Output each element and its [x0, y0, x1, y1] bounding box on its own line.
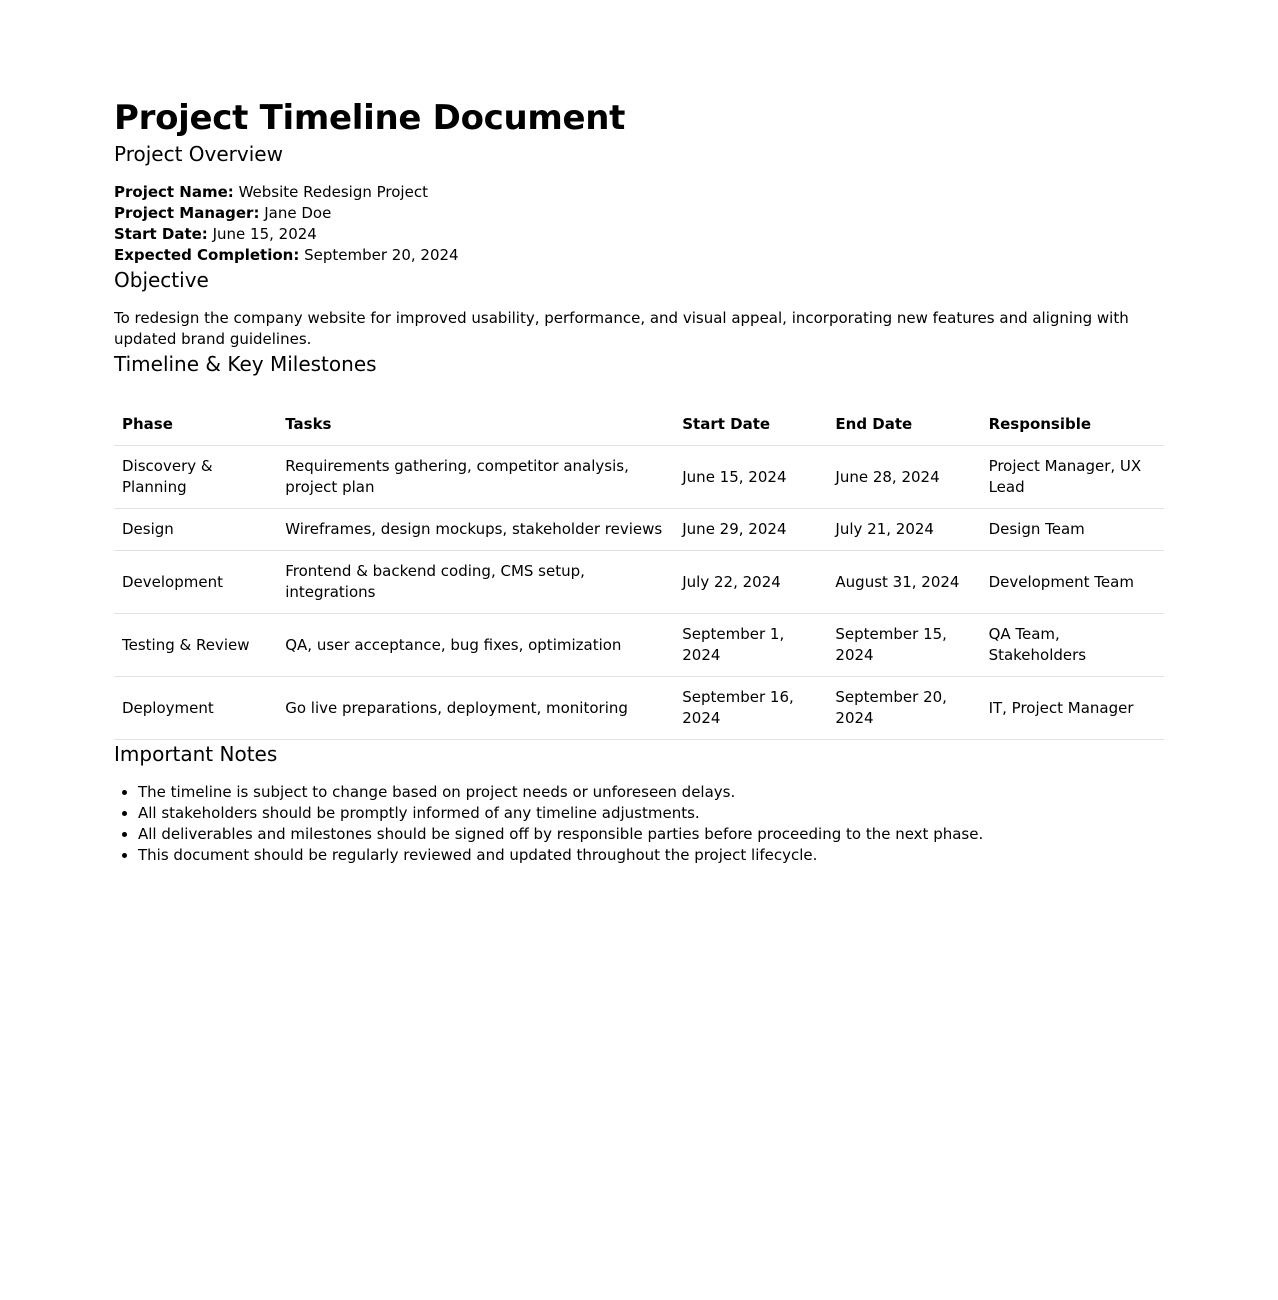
cell-start-date: June 29, 2024: [674, 509, 827, 551]
column-header-end-date: End Date: [827, 402, 980, 446]
overview-item-project-manager: [114, 203, 1164, 224]
cell-start-date: June 15, 2024: [674, 446, 827, 509]
cell-end-date: September 15, 2024: [827, 614, 980, 677]
list-item: • The timeline is subject to change based on project needs or unforeseen delays.: [138, 782, 1164, 803]
column-header-phase: Phase: [114, 402, 277, 446]
cell-end-date: August 31, 2024: [827, 551, 980, 614]
overview-label: Project Name:: [114, 183, 234, 201]
overview-value: June 15, 2024: [212, 225, 317, 243]
overview-value: September 20, 2024: [304, 246, 459, 264]
cell-responsible: Development Team: [981, 551, 1164, 614]
cell-end-date: June 28, 2024: [827, 446, 980, 509]
overview-item-project-name: [114, 182, 1164, 203]
cell-phase: Testing & Review: [114, 614, 277, 677]
objective-heading: Objective: [114, 268, 209, 292]
page-title: Project Timeline Document: [114, 98, 626, 138]
column-header-responsible: Responsible: [981, 402, 1164, 446]
list-item: • All deliverables and milestones should be signed off by responsible parties before proceeding to the next phase.: [138, 824, 1164, 845]
cell-start-date: July 22, 2024: [674, 551, 827, 614]
cell-tasks: Go live preparations, deployment, monitoring: [277, 677, 674, 740]
list-item: • This document should be regularly reviewed and updated throughout the project lifecycle.: [138, 845, 1164, 866]
cell-tasks: Frontend & backend coding, CMS setup, integrations: [277, 551, 674, 614]
table-row: [114, 677, 1164, 740]
cell-tasks: Wireframes, design mockups, stakeholder reviews: [277, 509, 674, 551]
cell-phase: Development: [114, 551, 277, 614]
timeline-table: [114, 402, 1164, 740]
cell-responsible: QA Team, Stakeholders: [981, 614, 1164, 677]
overview-list: [114, 182, 1164, 266]
column-header-tasks: Tasks: [277, 402, 674, 446]
overview-label: Expected Completion:: [114, 246, 300, 264]
overview-label: Start Date:: [114, 225, 208, 243]
column-header-start-date: Start Date: [674, 402, 827, 446]
timeline-heading: Timeline & Key Milestones: [114, 352, 377, 376]
cell-start-date: September 16, 2024: [674, 677, 827, 740]
cell-tasks: QA, user acceptance, bug fixes, optimization: [277, 614, 674, 677]
cell-start-date: September 1, 2024: [674, 614, 827, 677]
cell-tasks: Requirements gathering, competitor analysis, project plan: [277, 446, 674, 509]
table-row: [114, 509, 1164, 551]
table-header-row: [114, 402, 1164, 446]
cell-end-date: July 21, 2024: [827, 509, 980, 551]
objective-text: To redesign the company website for improved usability, performance, and visual appeal, incorporating new features and aligning with updated brand guidelines.: [114, 309, 1129, 348]
overview-item-start-date: [114, 224, 1164, 245]
cell-phase: Discovery & Planning: [114, 446, 277, 509]
table-row: [114, 614, 1164, 677]
overview-value: Website Redesign Project: [238, 183, 428, 201]
cell-end-date: September 20, 2024: [827, 677, 980, 740]
table-row: [114, 446, 1164, 509]
cell-responsible: Design Team: [981, 509, 1164, 551]
cell-responsible: Project Manager, UX Lead: [981, 446, 1164, 509]
overview-label: Project Manager:: [114, 204, 260, 222]
overview-item-expected-completion: [114, 245, 1164, 266]
overview-heading: Project Overview: [114, 142, 283, 166]
cell-phase: Deployment: [114, 677, 277, 740]
cell-responsible: IT, Project Manager: [981, 677, 1164, 740]
notes-list: [114, 782, 1164, 866]
list-item: • All stakeholders should be promptly informed of any timeline adjustments.: [138, 803, 1164, 824]
notes-heading: Important Notes: [114, 742, 278, 766]
table-row: [114, 551, 1164, 614]
cell-phase: Design: [114, 509, 277, 551]
overview-value: Jane Doe: [264, 204, 332, 222]
